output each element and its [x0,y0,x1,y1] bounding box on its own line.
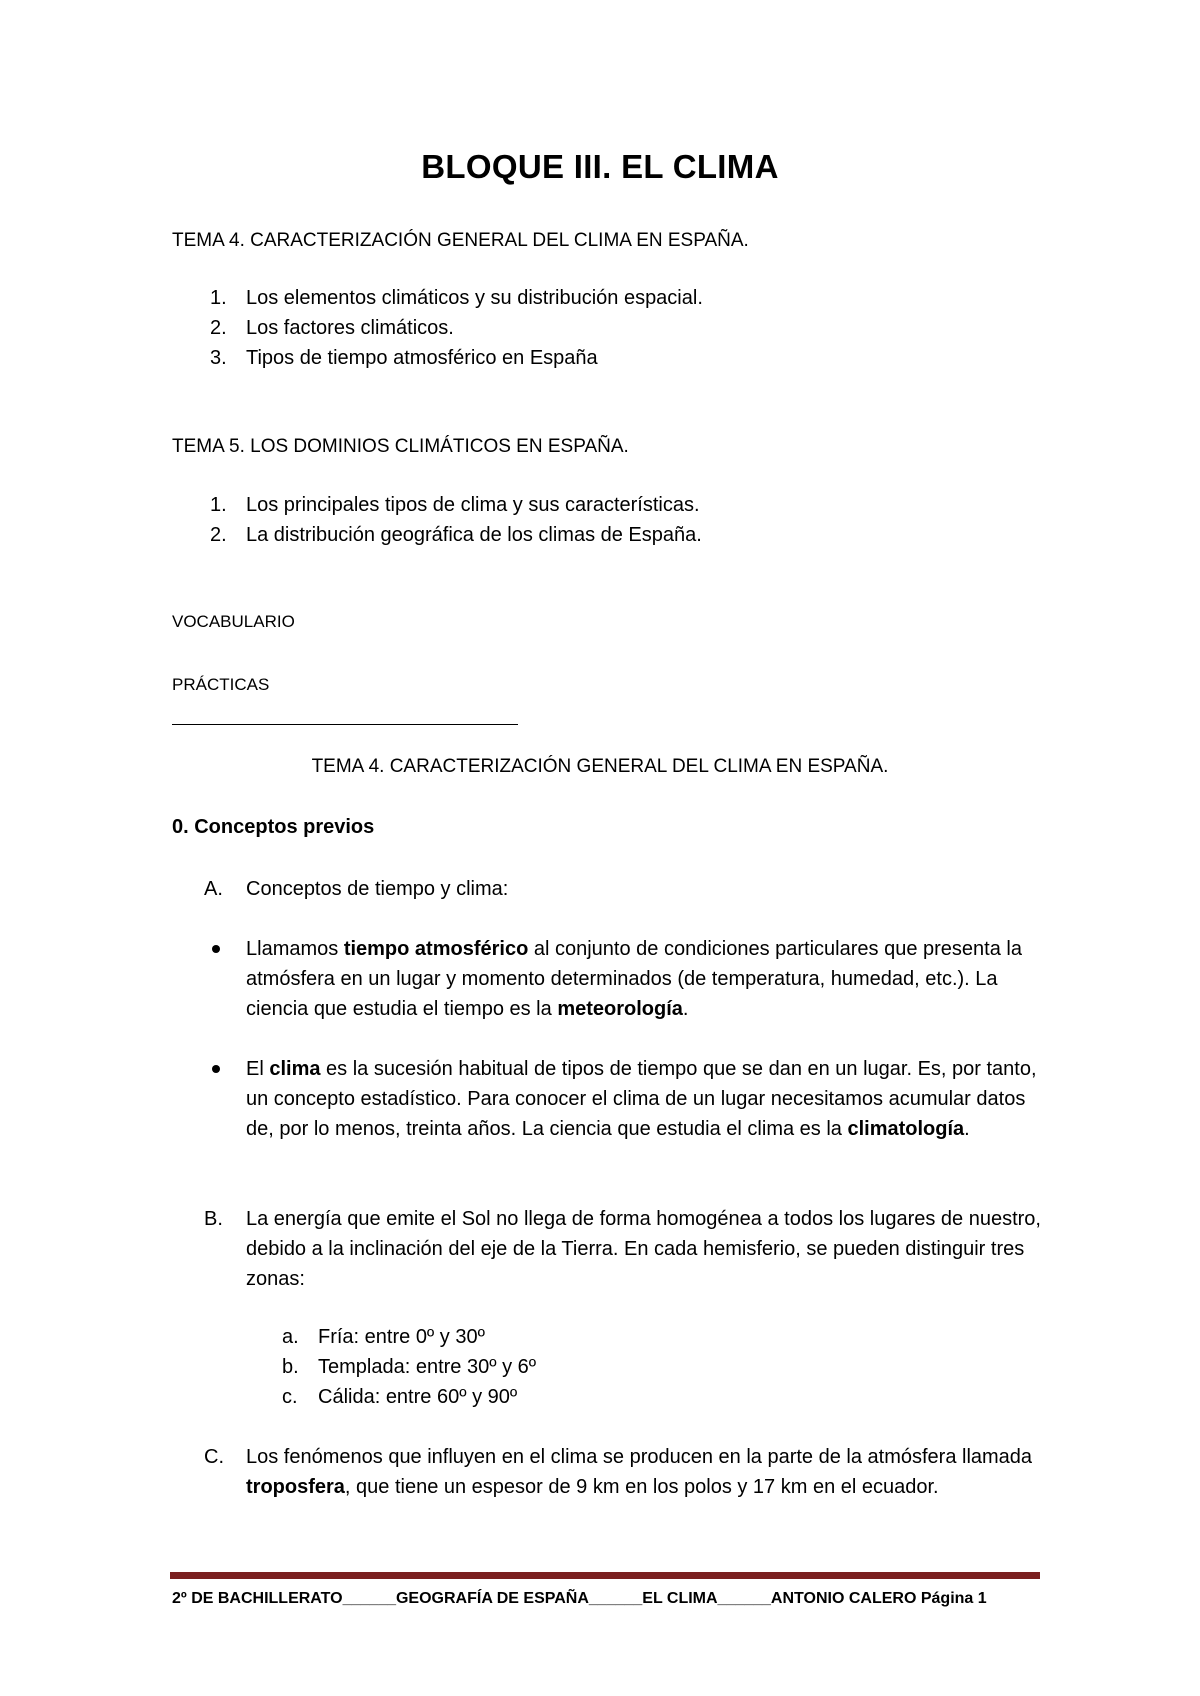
bullet-text: Llamamos tiempo atmosférico al conjunto de condiciones particulares que presenta la atmósfera en un lugar y momento determinados (de temperatura, humedad, etc.). La ciencia que estudia el tiempo es la meteorología. [246,938,1022,1020]
list-item [210,343,598,373]
item-text: Los fenómenos que influyen en el clima se producen en la parte de la atmósfera llamada troposfera, que tiene un espesor de 9 km en los polos y 17 km en el ecuador. [246,1446,1033,1498]
item-marker: A. [204,878,223,900]
bullet-text: El clima es la sucesión habitual de tipos de tiempo que se dan en un lugar. Es, por tanto, un concepto estadístico. Para conocer el clima de un lugar necesitamos acumular datos de, por lo menos, treinta años. La ciencia que estudia el clima es la climatología. [246,1058,1037,1140]
list-number: 2. [210,524,227,546]
list-item [210,520,702,550]
zone-text: Fría: entre 0º y 30º [318,1326,485,1348]
section-heading: TEMA 4. CARACTERIZACIÓN GENERAL DEL CLIMA EN ESPAÑA. [311,756,889,777]
zone-item [282,1322,485,1352]
item-text: Conceptos de tiempo y clima: [246,878,509,900]
list-number: 1. [210,287,227,309]
bullet-item [204,934,1044,1024]
zone-marker: c. [282,1386,298,1408]
list-text: La distribución geográfica de los climas de España. [246,524,702,546]
list-number: 3. [210,347,227,369]
bullet-icon [212,1065,220,1073]
item-text: La energía que emite el Sol no llega de forma homogénea a todos los lugares de nuestro, debido a la inclinación del eje de la Tierra. En cada hemisferio, se pueden distinguir tres zonas: [246,1208,1041,1290]
item-a [204,874,1044,904]
zone-text: Cálida: entre 60º y 90º [318,1386,518,1408]
list-number: 1. [210,494,227,516]
tema5-heading: TEMA 5. LOS DOMINIOS CLIMÁTICOS EN ESPAÑA. [172,436,629,457]
list-text: Los factores climáticos. [246,317,454,339]
list-number: 2. [210,317,227,339]
conceptos-heading: 0. Conceptos previos [172,816,375,838]
practicas-heading: PRÁCTICAS [172,675,270,694]
page-footer: 2º DE BACHILLERATO______GEOGRAFÍA DE ESPAÑA______EL CLIMA______ANTONIO CALERO Página 1 [172,1590,987,1607]
tema4-heading: TEMA 4. CARACTERIZACIÓN GENERAL DEL CLIMA EN ESPAÑA. [172,230,749,251]
list-text: Los elementos climáticos y su distribución espacial. [246,287,703,309]
zone-item [282,1382,517,1412]
vocabulario-heading: VOCABULARIO [172,612,295,631]
list-text: Tipos de tiempo atmosférico en España [246,347,598,369]
divider-line [172,724,518,725]
footer-bar [170,1572,1040,1579]
list-item [210,313,454,343]
item-b [204,1204,1044,1294]
zone-text: Templada: entre 30º y 6º [318,1356,537,1378]
bullet-icon [212,945,220,953]
bullet-item [204,1054,1044,1144]
list-text: Los principales tipos de clima y sus características. [246,494,700,516]
zone-marker: a. [282,1326,299,1348]
page-title: BLOQUE III. EL CLIMA [421,148,779,185]
list-item [210,283,703,313]
item-marker: C. [204,1446,224,1468]
zone-item [282,1352,536,1382]
item-c [204,1442,1044,1502]
item-marker: B. [204,1208,223,1230]
list-item [210,490,700,520]
zone-marker: b. [282,1356,299,1378]
